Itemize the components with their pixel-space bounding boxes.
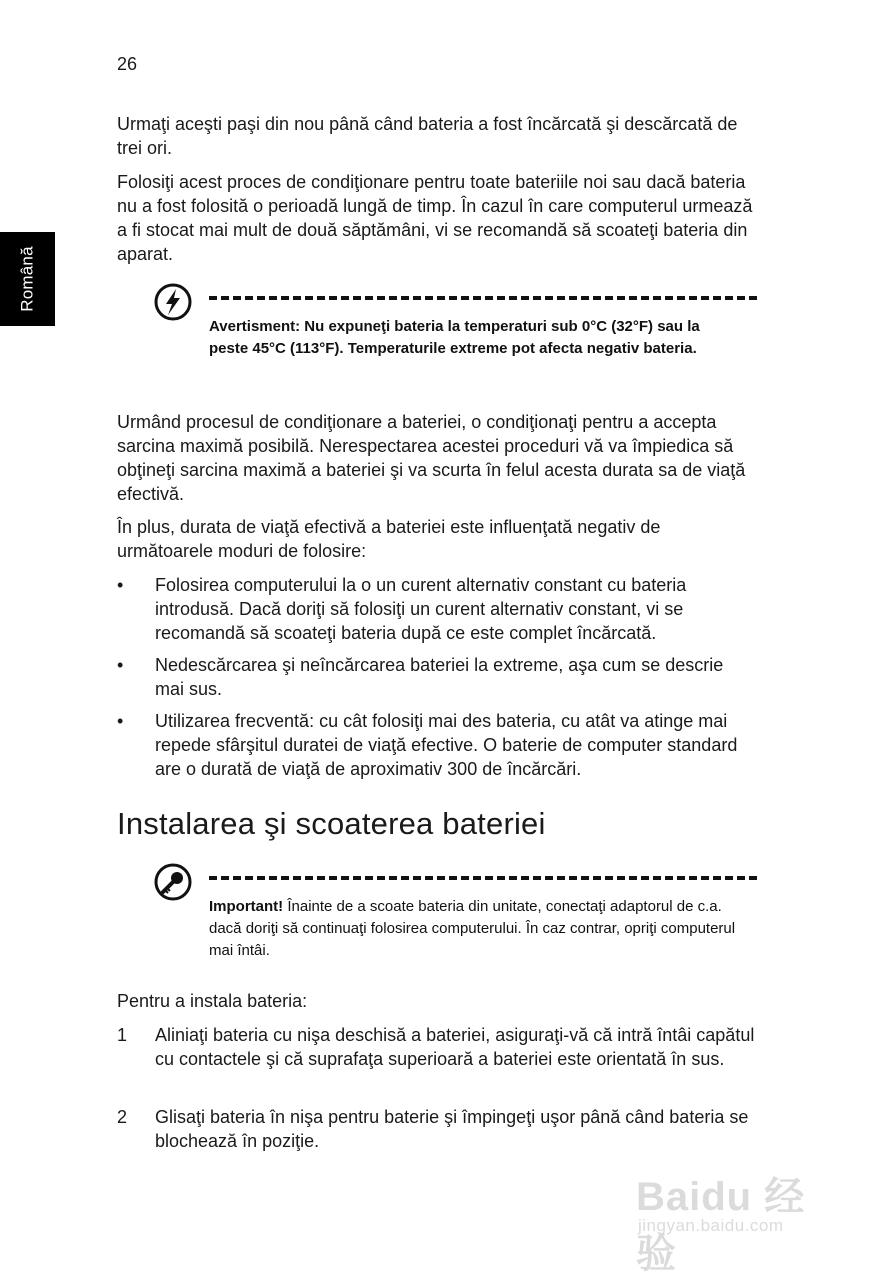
warning-note: [153, 282, 757, 392]
step-text: Glisaţi bateria în nişa pentru baterie şi împingeţi uşor până când bateria se blochează în poziţie.: [155, 1107, 749, 1151]
bullet-marker: •: [117, 711, 124, 731]
paragraph-install-intro: Pentru a instala bateria:: [117, 991, 308, 1011]
watermark-logo: Baidu 经验: [636, 1175, 806, 1276]
warning-lightning-icon: [153, 282, 193, 322]
bullet-text: Nedescărcarea şi neîncărcarea bateriei la extreme, aşa cum se descrie mai sus.: [155, 655, 724, 699]
bullet-text: Utilizarea frecventă: cu cât folosiţi mai des bateria, cu atât va atinge mai repede sfârşitul duratei de viaţă efective. O baterie de computer standard are o durată de viaţă de aproximativ 300 de încărcări.: [155, 711, 738, 779]
important-key-icon: [153, 862, 193, 902]
bullet-text: Folosirea computerului la o un curent alternativ constant cu bateria introdusă. Dacă doriţi să folosiţi un curent alternativ constant, vi se recomandă să scoateţi bateria după ce este complet încărcată.: [155, 575, 687, 643]
bullet-marker: •: [117, 655, 124, 675]
watermark-url: jingyan.baidu.com: [638, 1216, 784, 1235]
note-divider: [209, 296, 757, 300]
bullet-marker: •: [117, 575, 124, 595]
paragraph-conditioning-benefit: Urmând procesul de condiţionare a bateriei, o condiţionaţi pentru a accepta sarcina maximă posibilă. Nerespectarea acestei proceduri vă va împiedica să obţineţi sarcina maximă a bateriei şi va scurta în felul acesta durata sa de viaţă efectivă.: [117, 412, 746, 504]
language-label: Română: [17, 246, 37, 312]
language-side-tab: [0, 232, 55, 326]
step-number: 2: [117, 1107, 128, 1127]
note-divider: [209, 876, 757, 880]
important-label: Important!: [209, 898, 284, 915]
important-text: [209, 896, 739, 962]
paragraph-repeat-steps: Urmaţi aceşti paşi din nou până când bateria a fost încărcată şi descărcată de trei ori.: [117, 114, 738, 158]
section-title: Instalarea şi scoaterea bateriei: [117, 806, 546, 841]
page-number: 26: [117, 54, 138, 74]
warning-text: Avertisment: Nu expuneţi bateria la temperaturi sub 0°C (32°F) sau la peste 45°C (113°F). Temperaturile extreme pot afecta negativ bateria.: [209, 318, 700, 357]
baidu-watermark: [636, 1150, 846, 1276]
important-note: [153, 862, 757, 972]
step-number: 1: [117, 1025, 128, 1045]
paragraph-conditioning: Folosiţi acest proces de condiţionare pentru toate bateriile noi sau dacă bateria nu a fost folosită o perioadă lungă de timp. În cazul în care computerul urmează a fi stocat mai mult de două săptămâni, vi se recomandă să scoateţi bateria din aparat.: [117, 172, 753, 264]
paragraph-negative-factors: În plus, durata de viaţă efectivă a bateriei este influenţată negativ de următoarele moduri de folosire:: [117, 517, 661, 561]
step-text: Aliniaţi bateria cu nişa deschisă a bateriei, asiguraţi-vă că intră întâi capătul cu contactele şi că suprafaţa superioară a bateriei este orientată în sus.: [155, 1025, 755, 1069]
important-body: Înainte de a scoate bateria din unitate, conectaţi adaptorul de c.a. dacă doriţi să continuaţi folosirea computerului. În caz contrar, opriţi computerul mai întâi.: [209, 898, 736, 959]
